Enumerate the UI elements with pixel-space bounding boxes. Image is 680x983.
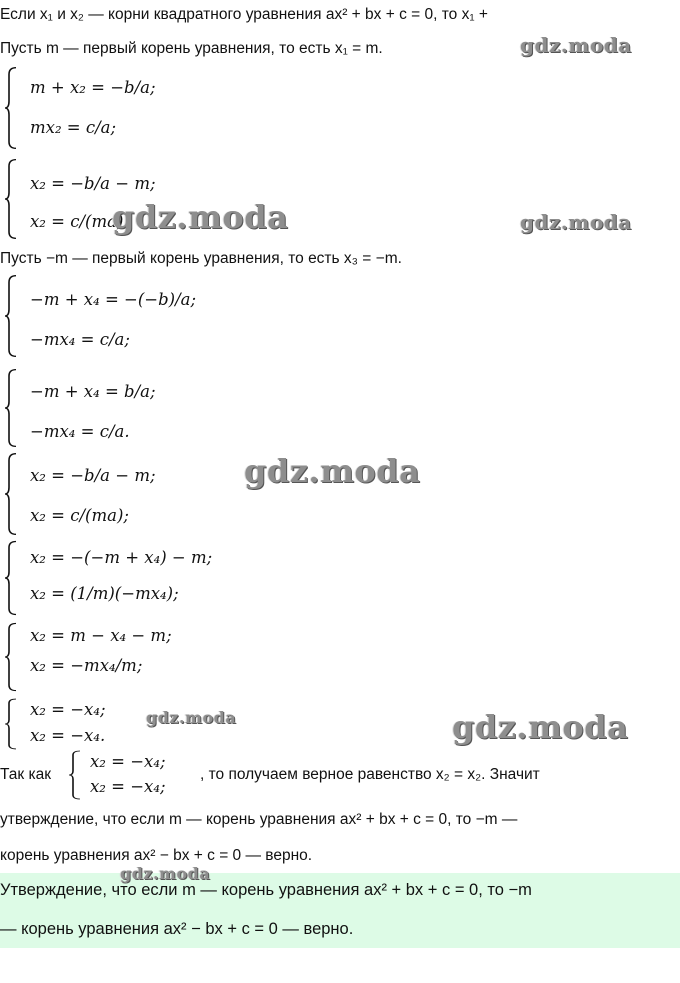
intro-line-2-text: Пусть m — первый корень уравнения, то есть x₁ = m. xyxy=(0,40,383,57)
system-7-eq-1: x₂ = m − x₄ − m; xyxy=(30,626,172,645)
answer-line-2-text: — корень уравнения ax² − bx + c = 0 — верно. xyxy=(0,920,354,938)
system-2-eq-1: x₂ = −b/a − m; xyxy=(30,174,156,193)
conclusion-line-2-text: утверждение, что если m — корень уравнения ax² + bx + c = 0, то −m — xyxy=(0,811,518,828)
watermark-logo: gdz.moda xyxy=(146,708,237,727)
watermark-logo: gdz.moda xyxy=(520,33,632,57)
system-6 xyxy=(0,540,300,616)
intro-line-1-text: Если x₁ и x₂ — корни квадратного уравнения ax² + bx + c = 0, то x₁ + xyxy=(0,6,488,23)
conclusion-eq-2: x₂ = −x₄; xyxy=(90,777,166,796)
conclusion-line-3 xyxy=(0,847,312,865)
system-8-eq-1: x₂ = −x₄; xyxy=(30,700,106,719)
let-line-2-text: Пусть −m — первый корень уравнения, то есть x₃ = −m. xyxy=(0,250,402,267)
left-brace-icon xyxy=(4,274,16,358)
answer-line-1-text: Утверждение, что если m — корень уравнения ax² + bx + c = 0, то −m xyxy=(0,881,532,899)
intro-line-1 xyxy=(0,6,488,24)
system-4 xyxy=(0,368,300,448)
system-1-eq-2: mx₂ = c/a; xyxy=(30,118,117,137)
system-7 xyxy=(0,622,300,692)
system-3 xyxy=(0,274,300,358)
system-3-eq-2: −mx₄ = c/a; xyxy=(30,330,130,349)
left-brace-icon xyxy=(4,622,16,692)
watermark-logo: gdz.moda xyxy=(112,198,289,236)
answer-line-1 xyxy=(0,881,532,900)
let-line-2 xyxy=(0,250,402,268)
conclusion-line-2 xyxy=(0,811,517,829)
watermark-logo: gdz.moda xyxy=(520,210,632,234)
system-4-eq-2: −mx₄ = c/a. xyxy=(30,422,130,441)
intro-line-2 xyxy=(0,40,383,58)
system-1 xyxy=(0,66,300,150)
left-brace-icon xyxy=(4,158,16,240)
left-brace-icon xyxy=(4,66,16,150)
system-5-eq-1: x₂ = −b/a − m; xyxy=(30,466,156,485)
left-brace-icon xyxy=(4,368,16,448)
system-1-eq-1: m + x₂ = −b/a; xyxy=(30,78,156,97)
conclusion-suffix-text: , то получаем верное равенство x₂ = x₂. Значит xyxy=(200,766,540,783)
system-7-eq-2: x₂ = −mx₄/m; xyxy=(30,656,143,675)
watermark-logo: gdz.moda xyxy=(244,452,421,490)
left-brace-icon xyxy=(4,698,16,750)
left-brace-icon xyxy=(4,540,16,616)
conclusion-prefix-text: Так как xyxy=(0,766,52,783)
system-6-eq-2: x₂ = (1/m)(−mx₄); xyxy=(30,584,179,603)
system-5-eq-2: x₂ = c/(ma); xyxy=(30,506,129,525)
watermark-logo: gdz.moda xyxy=(452,708,629,746)
left-brace-icon xyxy=(68,750,80,800)
conclusion-system xyxy=(64,750,204,800)
system-3-eq-1: −m + x₄ = −(−b)/a; xyxy=(30,290,197,309)
system-4-eq-1: −m + x₄ = b/a; xyxy=(30,382,156,401)
conclusion-prefix xyxy=(0,766,51,784)
system-8-eq-2: x₂ = −x₄. xyxy=(30,726,106,745)
conclusion-eq-1: x₂ = −x₄; xyxy=(90,752,166,771)
watermark-logo: gdz.moda xyxy=(120,864,211,883)
conclusion-line-3-text: корень уравнения ax² − bx + c = 0 — верно. xyxy=(0,847,313,864)
system-2-eq-2: x₂ = c/(ma) xyxy=(30,212,124,231)
answer-line-2 xyxy=(0,920,353,939)
system-6-eq-1: x₂ = −(−m + x₄) − m; xyxy=(30,548,213,567)
left-brace-icon xyxy=(4,452,16,536)
conclusion-suffix xyxy=(200,766,540,784)
